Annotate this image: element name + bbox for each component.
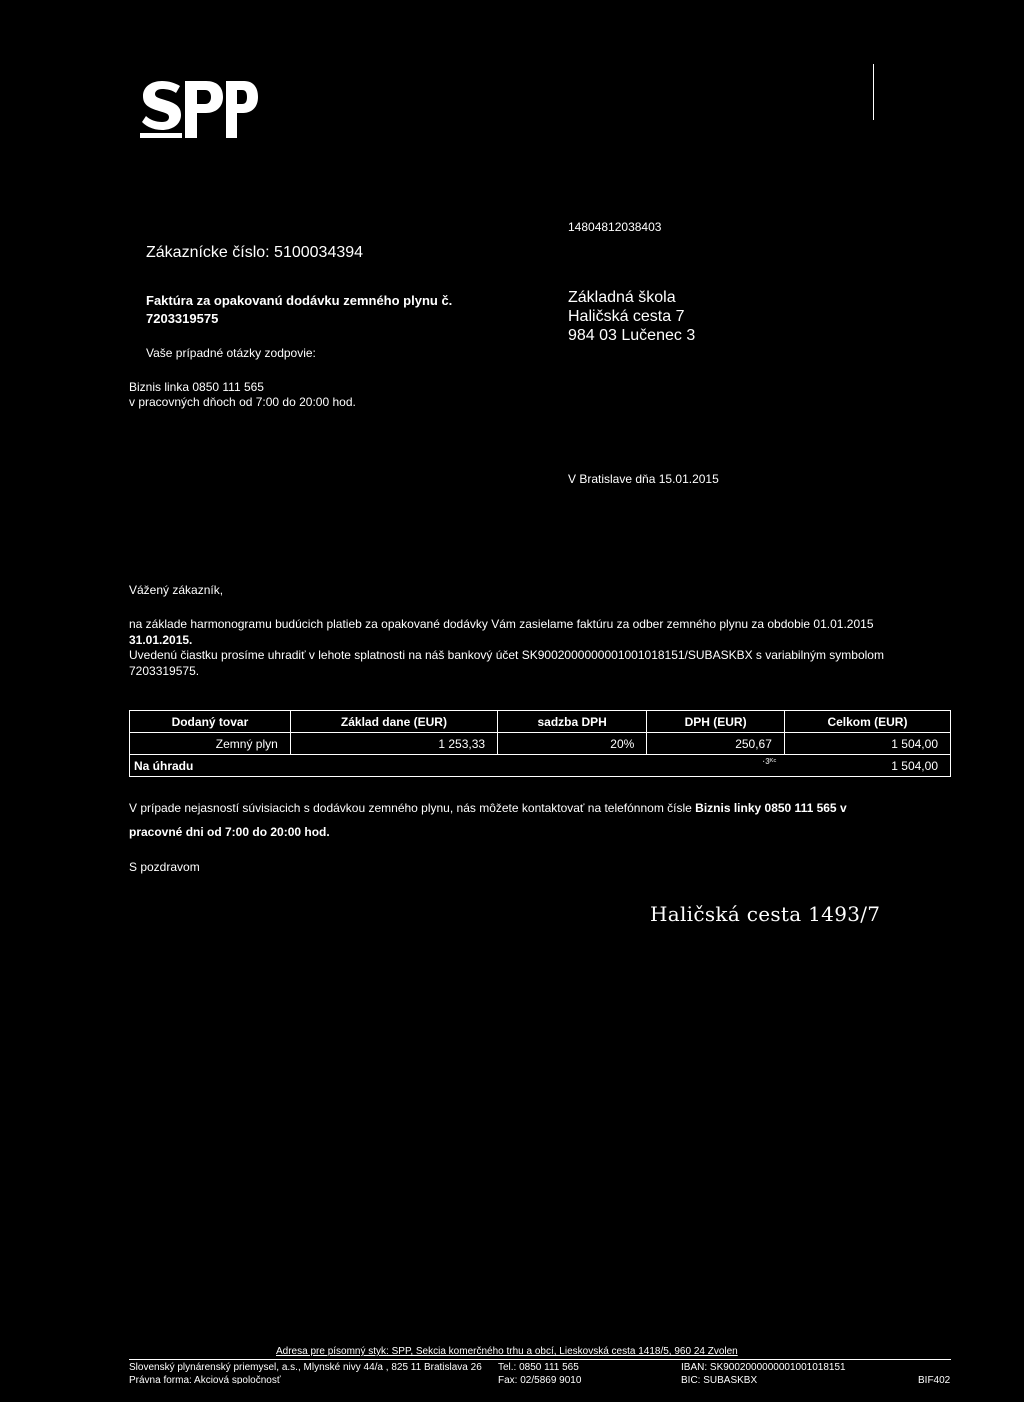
spp-logo: [140, 78, 258, 145]
total-label: Na úhradu: [134, 758, 194, 773]
date-line: V Bratislave dňa 15.01.2015: [568, 472, 719, 486]
footer-fax: Fax: 02/5869 9010: [498, 1375, 582, 1386]
body-paragraph-1-line-1: na základe harmonogramu budúcich platieb za opakované dodávky Vám zasielame faktúru za odber zemného plynu za obdobie 01.01.2015: [129, 617, 874, 631]
regards: S pozdravom: [129, 860, 200, 874]
contact-line-1-bold: Biznis linky 0850 111 565 v: [695, 801, 847, 815]
table-row: [130, 733, 951, 755]
col-header-goods: Dodaný tovar: [130, 711, 291, 733]
footer-tel: Tel.: 0850 111 565: [498, 1362, 579, 1373]
invoice-number: 7203319575: [146, 311, 219, 326]
recipient-name: Základná škola: [568, 289, 676, 306]
document-id: 14804812038403: [568, 220, 662, 234]
col-header-vat-rate: sadzba DPH: [498, 711, 647, 733]
footer-legal-form: Právna forma: Akciová spoločnosť: [129, 1375, 281, 1384]
vertical-rule: [873, 64, 874, 120]
total-label-cell: [130, 755, 785, 777]
recipient-street: Haličská cesta 7: [568, 308, 685, 325]
col-header-vat: DPH (EUR): [647, 711, 785, 733]
cell-vat-rate: 20%: [498, 733, 647, 755]
invoice-table: [129, 710, 951, 777]
cell-goods: Zemný plyn: [130, 733, 291, 755]
contact-line-2: pracovné dni od 7:00 do 20:00 hod.: [129, 825, 330, 839]
cell-tax-base: 1 253,33: [290, 733, 497, 755]
col-header-total: Celkom (EUR): [784, 711, 950, 733]
stamp-text: Haličská cesta 1493/7: [650, 902, 881, 926]
greeting: Vážený zákazník,: [129, 583, 224, 597]
body-paragraph-2-line-1: Uvedenú čiastku prosíme uhradiť v lehote splatnosti na náš bankový účet SK9002000000001001018151/SUBASKBX s variabilným symbolom: [129, 648, 884, 662]
spp-logo-mark: [140, 78, 258, 140]
col-header-tax-base: Základ dane (EUR): [290, 711, 497, 733]
table-total-row: [130, 755, 951, 777]
hotline: Biznis linka 0850 111 565: [129, 380, 264, 394]
contact-line-1: [129, 801, 847, 815]
cell-vat: 250,67: [647, 733, 785, 755]
body-paragraph-2-line-2: 7203319575.: [129, 664, 200, 678]
footer-company: Slovenský plynárenský priemysel, a.s., Mlynské nivy 44/a , 825 11 Bratislava 26: [129, 1362, 482, 1373]
footer-divider: [129, 1359, 951, 1360]
contact-line-1-text: V prípade nejasností súvisiacich s dodávkou zemného plynu, nás môžete kontaktovať na telefónnom čísle: [129, 801, 696, 815]
customer-number: Zákaznícke číslo: 5100034394: [146, 244, 364, 261]
total-mark: ·3ᴷᶜ: [762, 757, 777, 766]
footer-iban: IBAN: SK9002000000001001018151: [681, 1362, 846, 1373]
table-header-row: [130, 711, 951, 733]
recipient-city: 984 03 Lučenec 3: [568, 327, 696, 344]
hotline-hours: v pracovných dňoch od 7:00 do 20:00 hod.: [129, 395, 356, 409]
footer-bic: BIC: SUBASKBX: [681, 1375, 758, 1386]
footer-code: BIF402: [918, 1375, 951, 1386]
body-paragraph-1-line-2: 31.01.2015.: [129, 633, 193, 647]
invoice-title: Faktúra za opakovanú dodávku zemného plynu č.: [146, 293, 453, 308]
footer-mail-address: Adresa pre písomný styk: SPP, Sekcia komerčného trhu a obcí, Lieskovská cesta 1418/5, 960 24 Zvolen: [276, 1346, 738, 1357]
questions-label: Vaše prípadné otázky zodpovie:: [146, 346, 316, 360]
cell-total: 1 504,00: [784, 733, 950, 755]
total-value: 1 504,00: [784, 755, 950, 777]
